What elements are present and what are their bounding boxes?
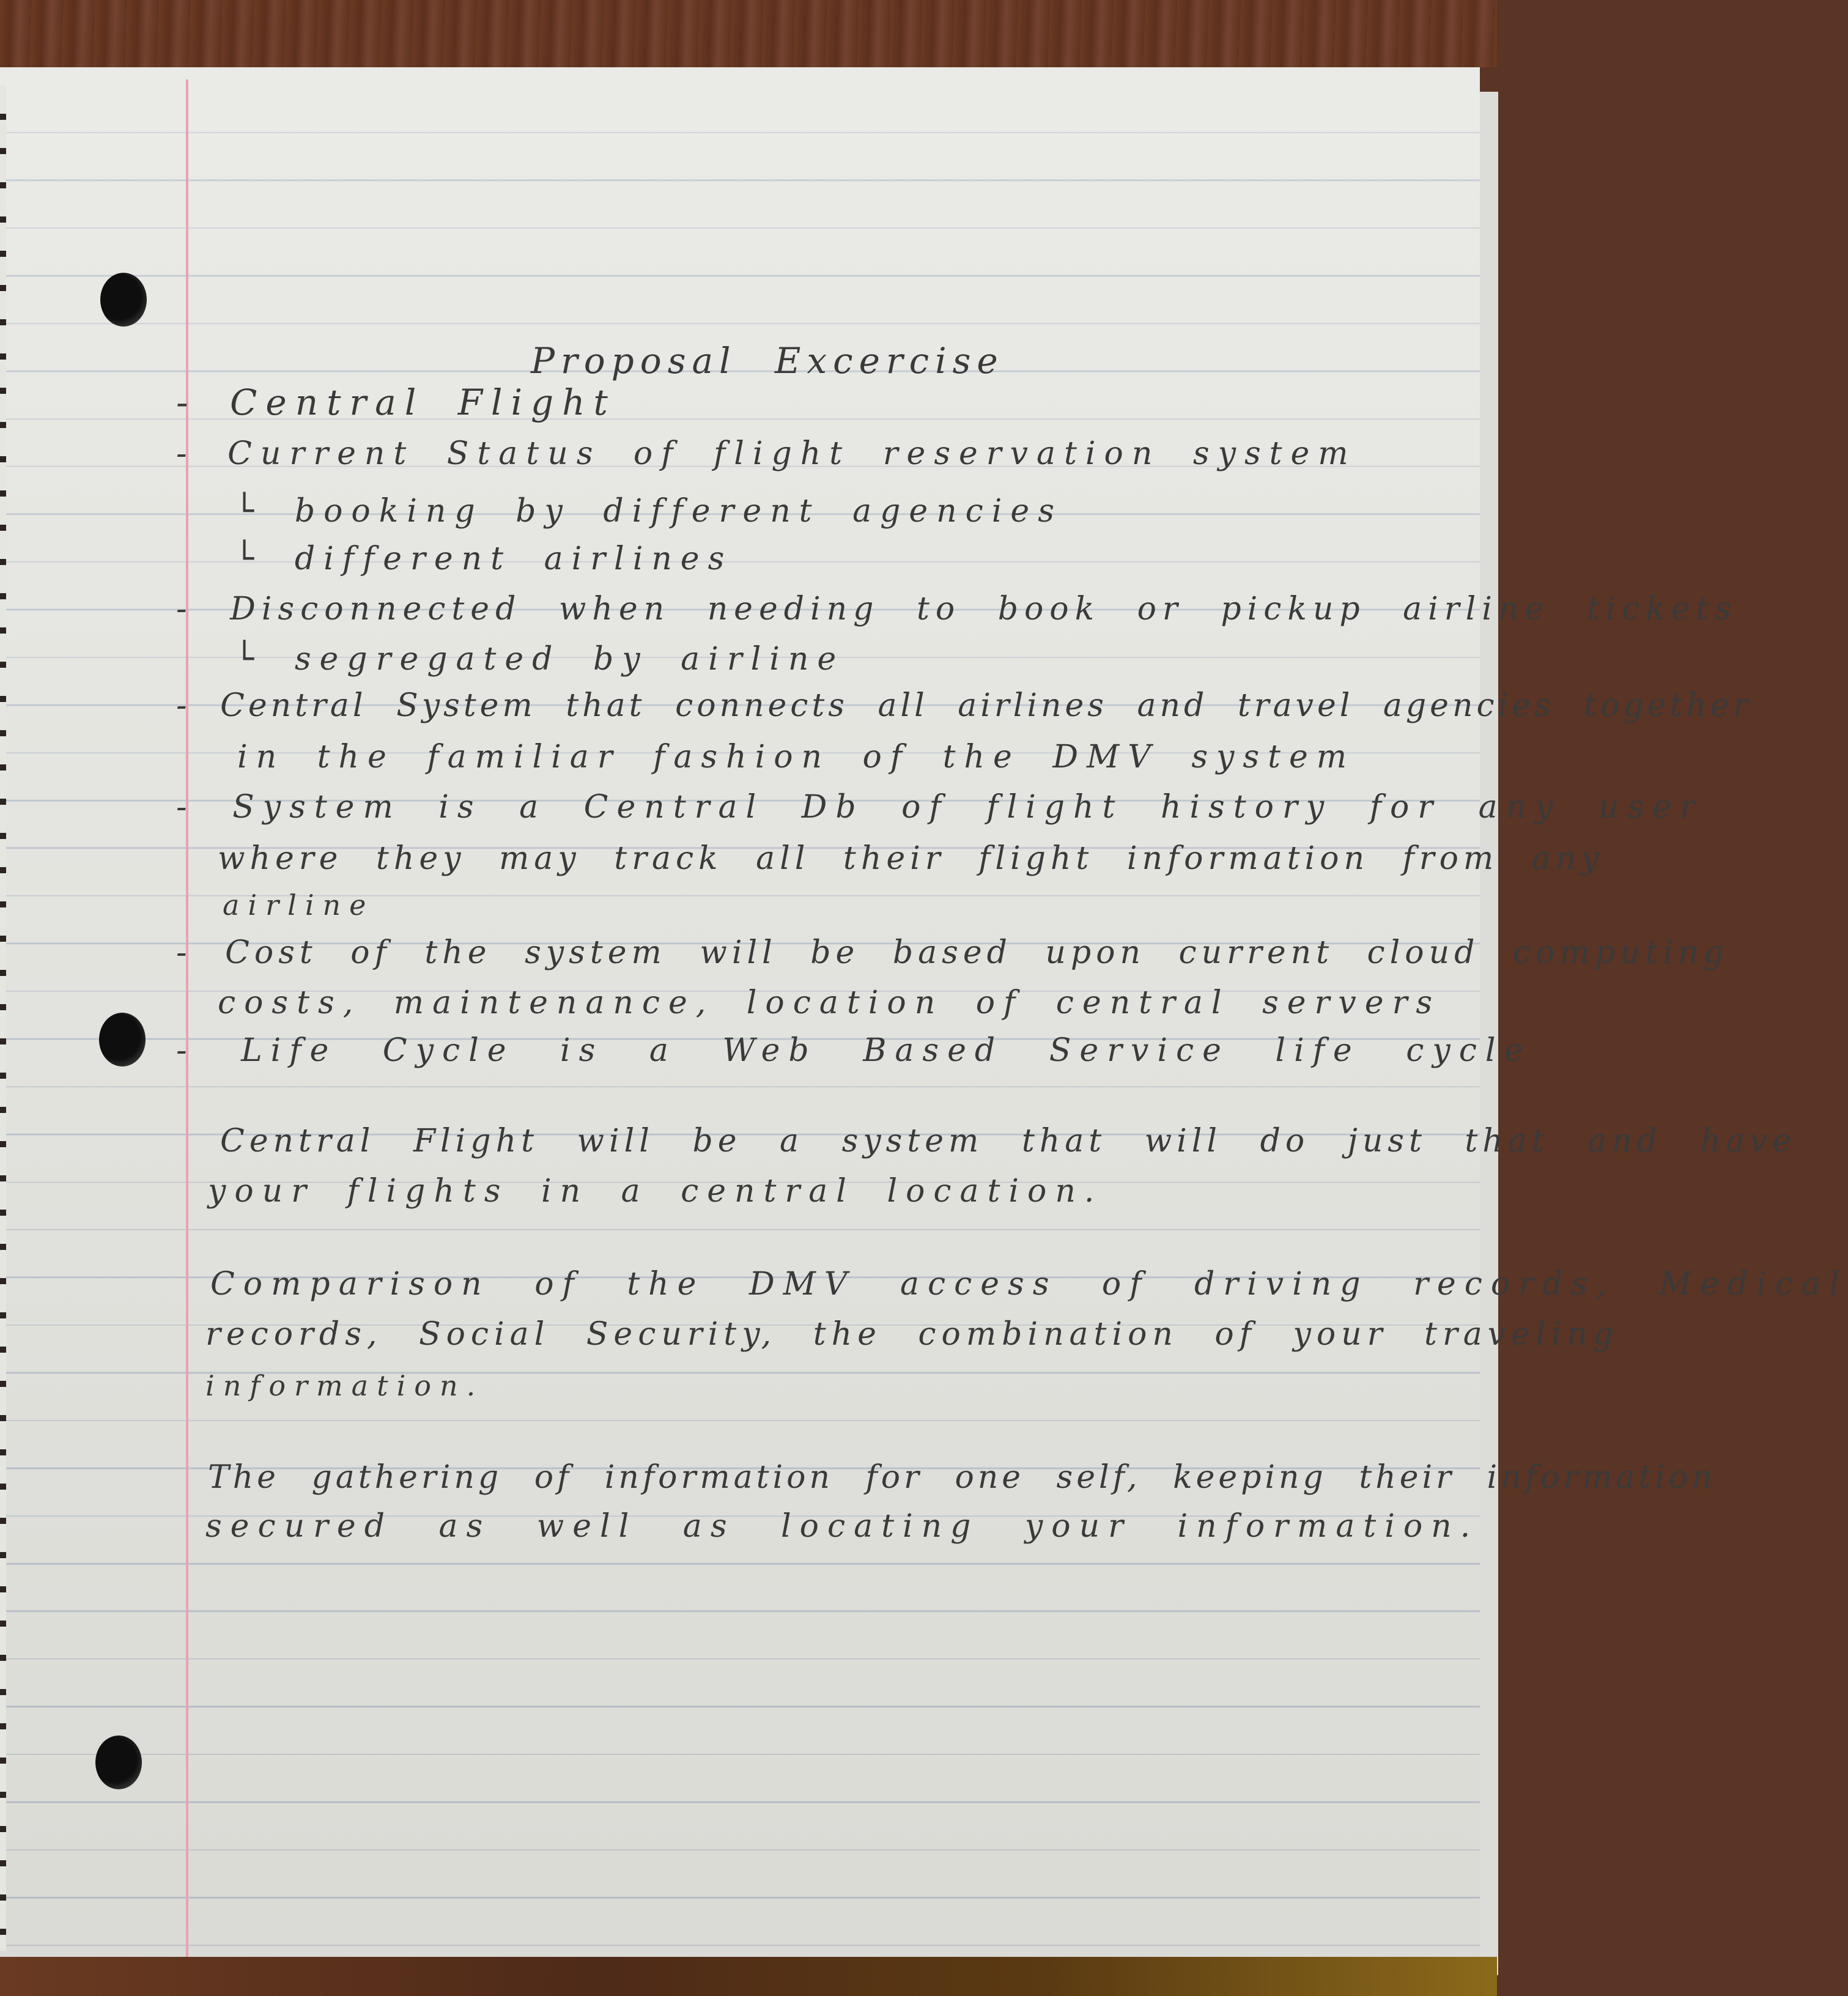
paragraph-line: records, Social Security, the combination of your traveling (205, 1316, 1619, 1353)
paragraph-line: your flights in a central location. (208, 1173, 1103, 1210)
note-line: └ segregated by airline (235, 641, 845, 678)
note-line: - Central System that connects all airlines and travel agencies together (176, 687, 1752, 724)
note-line: - Disconnected when needing to book or pickup airline tickets (176, 591, 1738, 627)
margin-line (186, 79, 188, 1957)
perforated-edge (0, 86, 6, 1951)
note-line: airline (223, 889, 375, 922)
paragraph-line: information. (205, 1369, 484, 1402)
binder-hole-bottom (95, 1735, 142, 1789)
note-line: - Current Status of flight reservation system (176, 435, 1357, 472)
note-line: in the familiar fashion of the DMV system (237, 739, 1356, 775)
note-line: - Central Flight (176, 382, 616, 423)
binder-hole-middle (99, 1013, 146, 1066)
note-line: - Cost of the system will be based upon current cloud computing (176, 934, 1729, 971)
note-line: where they may track all their flight information from any (218, 840, 1604, 877)
note-line: └ different airlines (235, 541, 733, 577)
paragraph-line: Central Flight will be a system that will do just that and have (220, 1123, 1797, 1159)
page-title: Proposal Excercise (531, 340, 1004, 382)
note-line: - Life Cycle is a Web Based Service life cycle (176, 1032, 1532, 1069)
paragraph-line: secured as well as locating your information. (205, 1508, 1479, 1545)
binder-hole-top (100, 273, 147, 327)
note-line: costs, maintenance, location of central servers (218, 985, 1441, 1021)
desk-surface-bottom (0, 1957, 1497, 1996)
paragraph-line: The gathering of information for one self, keeping their information (208, 1459, 1716, 1496)
desk-surface-top (0, 0, 1497, 67)
paragraph-line: Comparison of the DMV access of driving records, Medical (210, 1266, 1848, 1303)
note-line: └ booking by different agencies (235, 493, 1063, 530)
note-line: - System is a Central Db of flight history for any user (176, 789, 1704, 826)
